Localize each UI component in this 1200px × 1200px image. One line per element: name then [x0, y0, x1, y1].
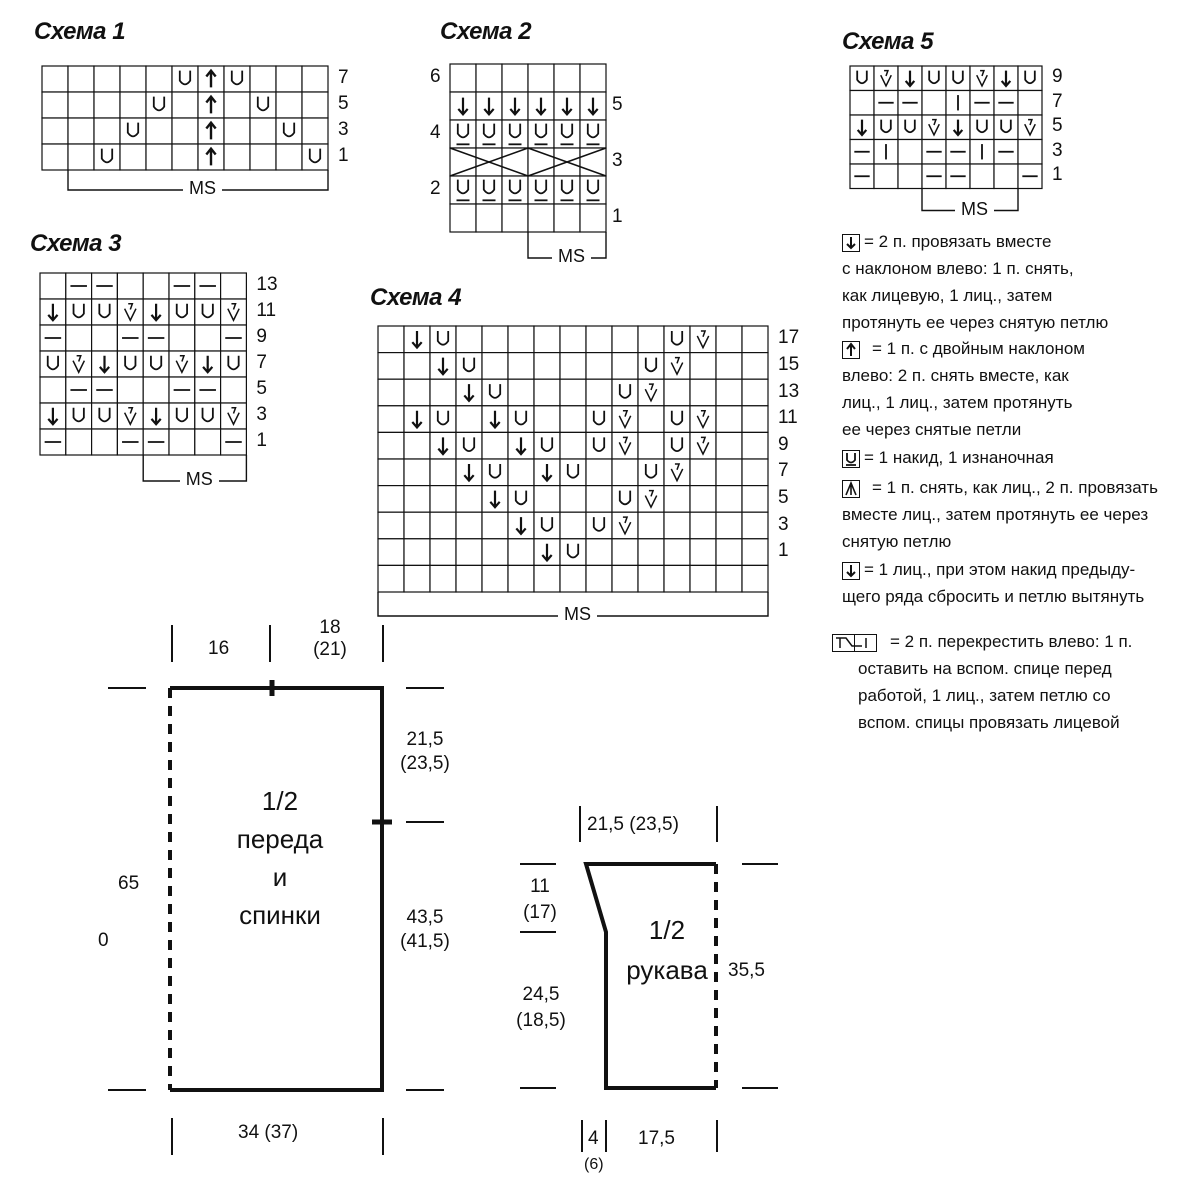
sleeve-left-lower-alt: (18,5) [516, 1010, 566, 1031]
body-right-lower-measure [390, 906, 460, 954]
s1-row-number: 3 [338, 119, 349, 140]
legend-item-6-line-1: = 2 п. перекрестить влево: 1 п. [890, 632, 1133, 651]
legend-item-4-line-1: = 1 п. снять, как лиц., 2 п. провязать [872, 478, 1158, 497]
s1-grid [42, 66, 328, 190]
legend-item-1 [842, 228, 1108, 336]
body-bottom-measure: 34 (37) [238, 1122, 299, 1143]
body-piece-label-line-2: переда [236, 824, 324, 854]
legend-item-2-line-1: = 1 п. с двойным наклоном [872, 339, 1085, 358]
chart-5-title: Схема 5 [842, 28, 934, 55]
chart-2-title: Схема 2 [440, 18, 532, 45]
legend-item-4-line-2: вместе лиц., затем протянуть ее через [842, 505, 1149, 524]
k2tog-left-icon [842, 233, 860, 251]
s1-ms-label: MS [183, 178, 222, 199]
s3-row-number: 11 [256, 300, 277, 321]
body-piece-label-line-3: и [272, 862, 288, 892]
body-top-right-measure [312, 617, 348, 661]
s1-row-number: 1 [338, 145, 349, 166]
sleeve-left-upper-measure [510, 874, 570, 926]
s2-ms-label: MS [552, 246, 591, 267]
legend-item-5-line-2: щего ряда сбросить и петлю вытянуть [842, 587, 1145, 606]
s4-row-number: 15 [778, 353, 800, 375]
legend-item-3 [842, 444, 1054, 471]
sleeve-left-lower-value: 24,5 [522, 984, 560, 1005]
s2-row-number: 2 [430, 178, 441, 199]
s3-row-number: 1 [256, 430, 267, 451]
body-piece-label [200, 782, 360, 934]
s4-row-number: 1 [778, 540, 789, 562]
body-right-lower-alt: (41,5) [400, 931, 450, 952]
legend-item-1-line-3: как лицевую, 1 лиц., затем [842, 286, 1053, 305]
sleeve-piece-label-line-1: 1/2 [648, 915, 686, 945]
sleeve-left-upper-alt: (17) [523, 902, 557, 923]
s4-row-number: 13 [778, 380, 800, 402]
body-piece-label-line-1: 1/2 [261, 786, 299, 816]
legend-item-2-line-3: лиц., 1 лиц., затем протянуть [842, 393, 1073, 412]
body-right-lower-value: 43,5 [406, 907, 444, 928]
legend-item-6-line-2: оставить на вспом. спице перед [858, 659, 1112, 678]
sleeve-piece-label-line-2: рукава [626, 955, 708, 985]
s5-row-number: 5 [1052, 115, 1063, 137]
s2-row-number: 4 [430, 122, 441, 143]
s2-row-number: 1 [612, 206, 623, 227]
legend-item-3-line-1: = 1 накид, 1 изнаночная [864, 448, 1054, 467]
sk2p-icon [842, 479, 860, 497]
s2-row-number: 5 [612, 94, 623, 115]
s2-grid [450, 64, 606, 258]
chart-3-title: Схема 3 [30, 230, 122, 257]
s2-row-number: 3 [612, 150, 623, 171]
sleeve-left-upper-value: 11 [530, 876, 550, 897]
s5-row-number: 7 [1052, 90, 1063, 112]
sleeve-bottom-right-measure: 17,5 [638, 1128, 675, 1149]
legend-item-6-line-3: работой, 1 лиц., затем петлю со [858, 686, 1111, 705]
sleeve-right-measure: 35,5 [728, 960, 765, 981]
s5-ms-label: MS [955, 199, 994, 220]
s3-grid [40, 273, 246, 481]
sleeve-top-measure: 21,5 (23,5) [587, 814, 679, 835]
garment-patterns [0, 600, 1200, 1200]
legend-item-4 [842, 474, 1158, 555]
chart-4-title: Схема 4 [370, 284, 462, 311]
drop-yarnover-icon [842, 561, 860, 579]
s2-row-number: 6 [430, 66, 441, 87]
s3-row-number: 5 [256, 378, 267, 399]
s5-row-number: 3 [1052, 139, 1063, 161]
sleeve-piece-label [612, 910, 722, 990]
s3-ms-label: MS [180, 469, 219, 490]
legend-item-2-line-2: влево: 2 п. снять вместе, как [842, 366, 1069, 385]
s3-row-number: 13 [256, 274, 278, 295]
s5-grid [850, 66, 1042, 211]
legend-item-2-line-4: ее через снятые петли [842, 420, 1022, 439]
s4-row-number: 7 [778, 460, 789, 482]
s4-grid [378, 326, 768, 616]
body-right-upper-alt: (23,5) [400, 753, 450, 774]
yarnover-purl-icon [842, 449, 860, 467]
chart-1-title: Схема 1 [34, 18, 126, 45]
body-left-height: 65 [118, 873, 140, 894]
s4-row-number: 17 [778, 327, 800, 349]
body-left-zero: 0 [98, 930, 109, 951]
legend-item-5-line-1: = 1 лиц., при этом накид предыду- [864, 560, 1136, 579]
s4-row-number: 3 [778, 513, 789, 535]
legend-item-1-line-4: протянуть ее через снятую петлю [842, 313, 1109, 332]
s3-row-number: 3 [256, 404, 267, 425]
s4-row-number: 9 [778, 433, 789, 455]
sleeve-bottom-left-measure: 4 [588, 1128, 599, 1149]
s4-row-number: 5 [778, 486, 789, 508]
legend-item-1-line-2: с наклоном влево: 1 п. снять, [842, 259, 1074, 278]
body-right-upper-measure [390, 728, 460, 776]
legend-item-2 [842, 335, 1085, 443]
s1-row-number: 5 [338, 93, 349, 114]
legend-item-4-line-3: снятую петлю [842, 532, 952, 551]
s4-row-number: 11 [778, 407, 798, 429]
sleeve-left-lower-measure [504, 982, 578, 1034]
s5-row-number: 9 [1052, 66, 1063, 88]
s3-row-number: 7 [256, 352, 267, 373]
body-top-right-value: 18 [319, 617, 341, 638]
s1-row-number: 7 [338, 67, 349, 88]
body-top-left-measure: 16 [208, 638, 230, 659]
body-piece-label-line-4: спинки [239, 900, 321, 930]
legend-item-6-line-4: вспом. спицы провязать лицевой [858, 713, 1120, 732]
legend-item-1-line-1: = 2 п. провязать вместе [864, 232, 1052, 251]
body-right-upper-value: 21,5 [406, 729, 444, 750]
s5-row-number: 1 [1052, 164, 1063, 186]
sleeve-bottom-left-alt: (6) [584, 1156, 604, 1173]
s3-row-number: 9 [256, 326, 267, 347]
body-top-right-alt: (21) [313, 639, 347, 660]
double-decrease-icon [842, 340, 860, 358]
s4-ms-label: MS [558, 604, 597, 625]
